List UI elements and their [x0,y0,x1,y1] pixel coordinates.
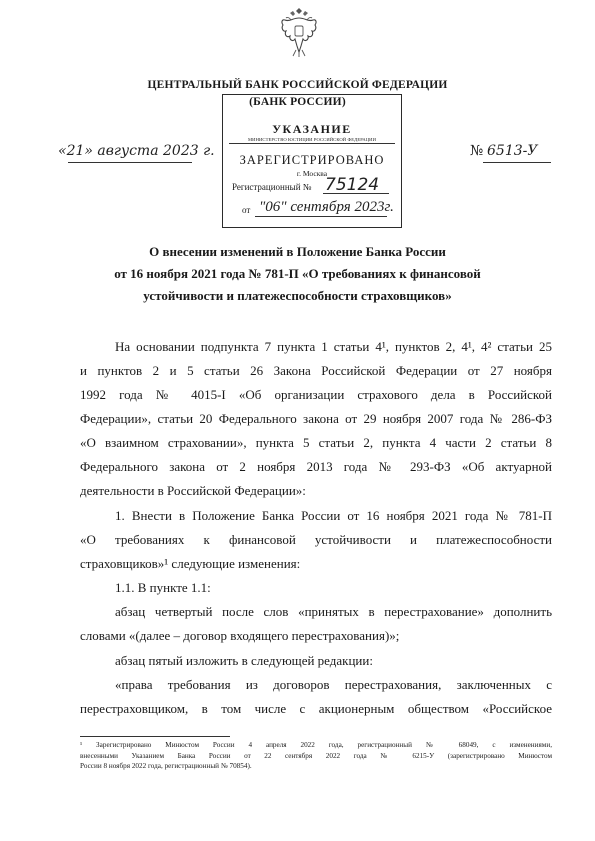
body-line: абзац пятый изложить в следующей редакции: [115,653,373,668]
signing-date-underline [68,162,192,163]
footnote-line: внесенными Указанием Банка России от 22 сентября 2022 года № 6215-У (зарегистрировано Минюстом [80,751,552,760]
signing-date: «21» августа 2023 г. [58,143,215,159]
body-line: 1.1. В пункте 1.1: [115,580,211,595]
document-title-line-1: О внесении изменений в Положение Банка России [149,244,446,259]
footnote-line: ¹ Зарегистрировано Минюстом России 4 апреля 2022 года, регистрационный № 68049, с изменениями, [80,741,552,749]
stamp-date-value: "06" сентября 2023г. [259,199,394,215]
document-title-line-3: устойчивости и платежеспособности страховщиков» [143,288,452,303]
document-number-prefix: № [470,143,484,159]
body-line: Федерации», статьи 20 Федерального закона от 29 ноября 2007 года № 286-ФЗ [80,411,552,426]
body-line: Федерального закона от 2 ноября 2013 года № 293-ФЗ «Об актуарной [80,459,552,474]
body-line: и пунктов 2 и 5 статьи 26 Закона Российской Федерации от 27 ноября [80,363,552,378]
body-line: «О взаимном страховании», пункта 5 статьи 2, пункта 4 части 2 статьи 8 [80,435,552,450]
stamp-regno-value: 75124 [325,175,380,195]
body-line: 1992 года № 4015-I «Об организации страхового дела в Российской [80,387,552,402]
body-line: абзац четвертый после слов «принятых в перестрахование» дополнить [115,604,552,619]
document-title-line-2: от 16 ноября 2021 года № 781-П «О требованиях к финансовой [114,266,481,281]
body-line: На основании подпункта 7 пункта 1 статьи 4¹, пунктов 2, 4¹, 4² статьи 25 [115,339,552,354]
double-headed-eagle-emblem-icon [279,8,319,58]
stamp-date-underline [255,216,387,217]
body-line: словами «(далее – договор входящего перестрахования)»; [80,628,400,643]
document-number: 6513-У [487,143,538,159]
bank-name: ЦЕНТРАЛЬНЫЙ БАНК РОССИЙСКОЙ ФЕДЕРАЦИИ [147,79,448,91]
stamp-city: г. Москва [296,169,328,178]
body-line: перестраховщиком, в том числе с акционерным обществом «Российское [80,701,552,716]
body-line: деятельности в Российской Федерации»: [80,483,306,498]
bank-short-name: (БАНК РОССИИ) [249,96,346,108]
footnote-separator [80,736,230,737]
body-line: страховщиков»¹ следующие изменения: [80,556,301,571]
footnote-line: России 8 ноября 2022 года, регистрационный № 70854). [80,762,252,770]
stamp-regno-label: Регистрационный № [232,182,312,192]
body-line: 1. Внести в Положение Банка России от 16 ноября 2021 года № 781-П [115,508,552,523]
body-line: «права требования из договоров перестрахования, заключенных с [115,677,552,692]
stamp-status: ЗАРЕГИСТРИРОВАНО [239,153,385,167]
stamp-date-prefix: от [242,205,251,215]
stamp-ministry: МИНИСТЕРСТВО ЮСТИЦИИ РОССИЙСКОЙ ФЕДЕРАЦИИ [229,137,395,144]
registration-stamp [222,94,402,228]
footnote [80,740,552,772]
stamp-regno-underline [323,193,389,194]
document-number-underline [483,162,551,163]
stamp-document-kind: УКАЗАНИЕ [272,122,352,136]
body-line: «О требованиях к финансовой устойчивости и платежеспособности [80,532,552,547]
